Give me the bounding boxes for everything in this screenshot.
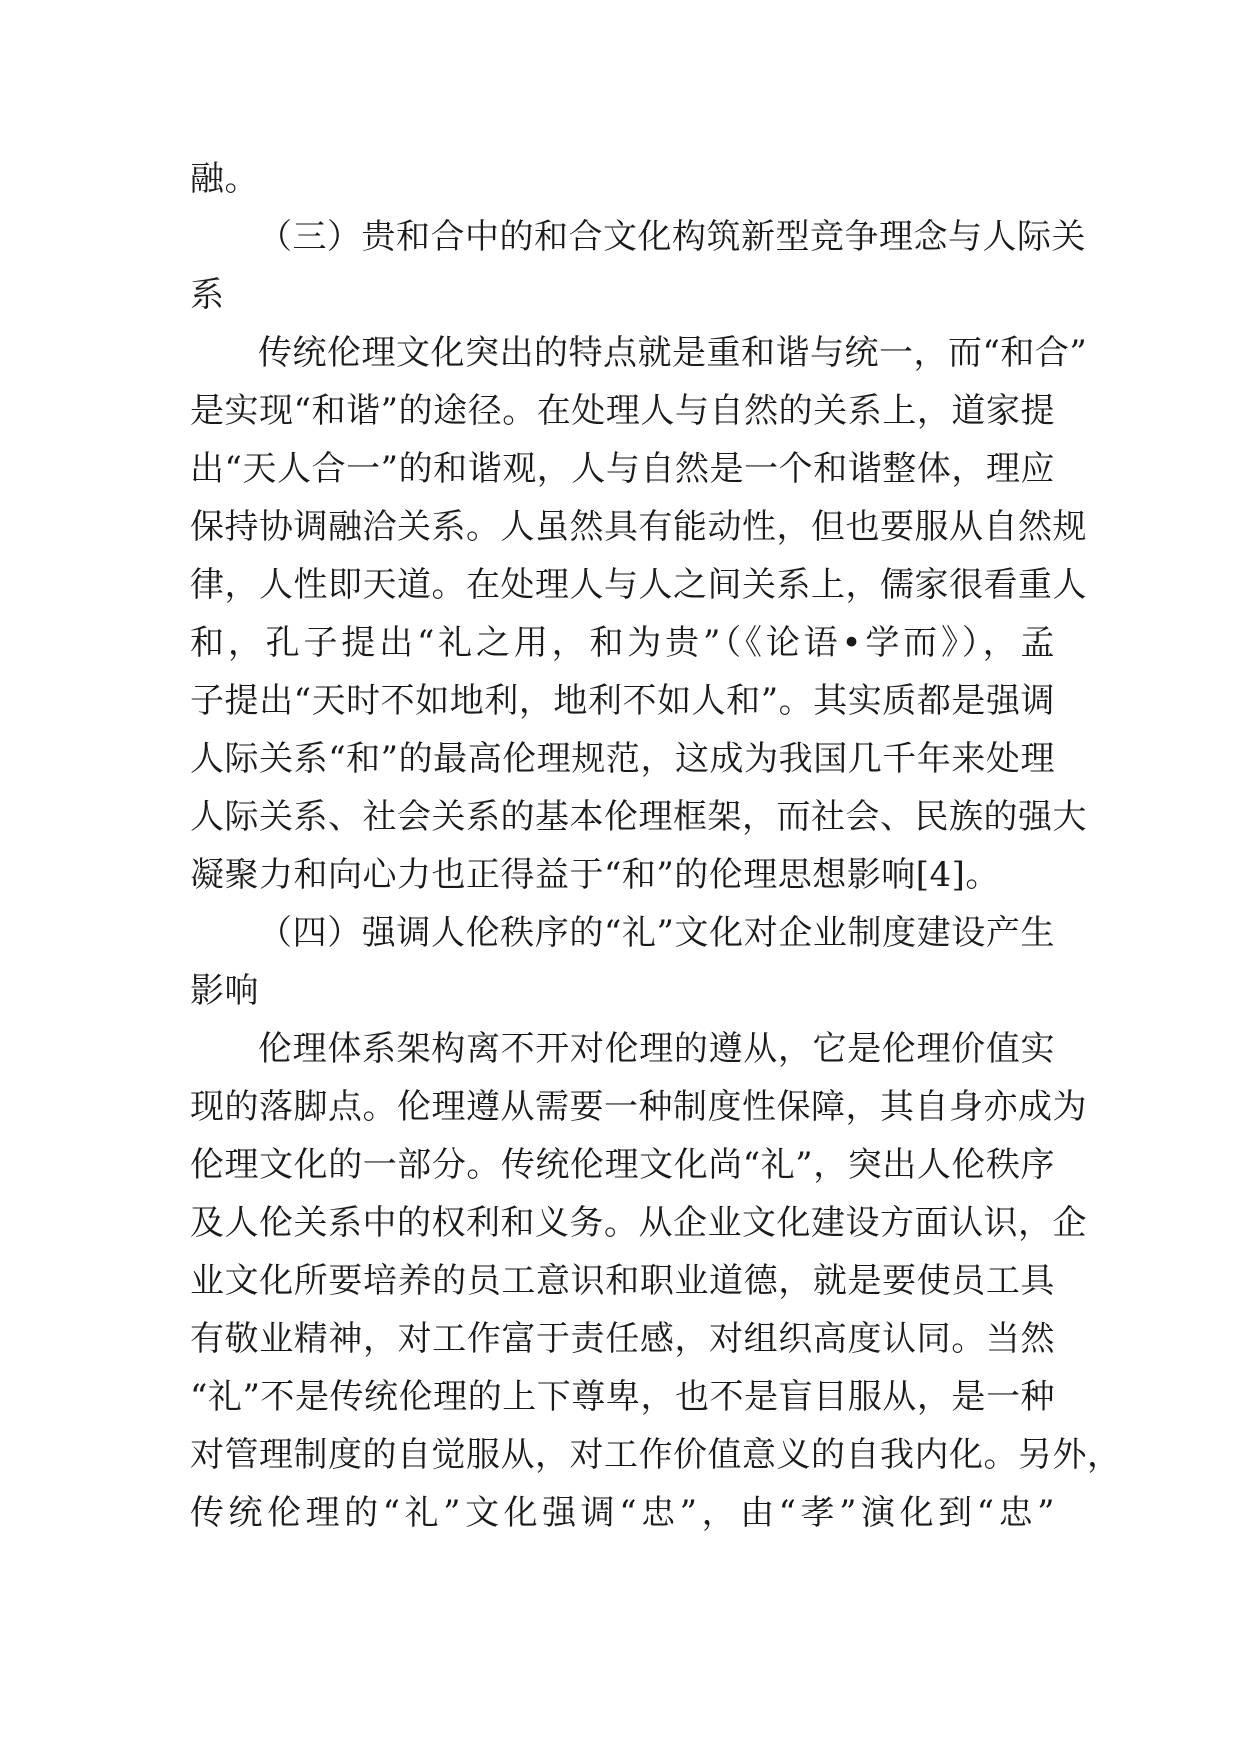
text-line: 出“天人合一”的和谐观，人与自然是一个和谐整体，理应	[190, 449, 1055, 489]
section-heading: （四）强调人伦秩序的“礼”文化对企业制度建设产生	[258, 913, 1055, 953]
section-heading: （三）贵和合中的和合文化构筑新型竞争理念与人际关	[258, 217, 1086, 257]
section-heading-continuation: 影响	[190, 971, 259, 1011]
text-line: 现的落脚点。伦理遵从需要一种制度性保障，其自身亦成为	[190, 1087, 1087, 1127]
text-line: “礼”不是传统伦理的上下尊卑，也不是盲目服从，是一种	[190, 1377, 1055, 1417]
text-line: 传统伦理的“礼”文化强调“忠”，由“孝”演化到“忠”	[190, 1493, 1055, 1533]
text-line: 人际关系、社会关系的基本伦理框架，而社会、民族的强大	[190, 797, 1087, 837]
text-line: 对管理制度的自觉服从，对工作价值意义的自我内化。另外，	[190, 1435, 1122, 1475]
text-line: 业文化所要培养的员工意识和职业道德，就是要使员工具	[190, 1261, 1055, 1301]
document-page	[190, 150, 1122, 1542]
section-heading-continuation: 系	[190, 275, 225, 315]
text-line: 是实现“和谐”的途径。在处理人与自然的关系上，道家提	[190, 391, 1055, 431]
text-line: 有敬业精神，对工作富于责任感，对组织高度认同。当然	[190, 1319, 1055, 1359]
text-line: 伦理体系架构离不开对伦理的遵从，它是伦理价值实	[258, 1029, 1055, 1069]
text-line: 和，孔子提出“礼之用，和为贵”（《论语•学而》），孟	[190, 623, 1055, 663]
text-line: 融。	[190, 159, 259, 199]
text-line: 律，人性即天道。在处理人与人之间关系上，儒家很看重人	[190, 565, 1087, 605]
text-line: 保持协调融洽关系。人虽然具有能动性，但也要服从自然规	[190, 507, 1087, 547]
text-line: 凝聚力和向心力也正得益于“和”的伦理思想影响[4]。	[190, 855, 1000, 895]
text-line: 及人伦关系中的权利和义务。从企业文化建设方面认识，企	[190, 1203, 1087, 1243]
text-line: 伦理文化的一部分。传统伦理文化尚“礼”，突出人伦秩序	[190, 1145, 1055, 1185]
text-line: 人际关系“和”的最高伦理规范，这成为我国几千年来处理	[190, 739, 1055, 779]
text-line: 子提出“天时不如地利，地利不如人和”。其实质都是强调	[190, 681, 1055, 721]
text-line: 传统伦理文化突出的特点就是重和谐与统一，而“和合”	[258, 333, 1088, 373]
